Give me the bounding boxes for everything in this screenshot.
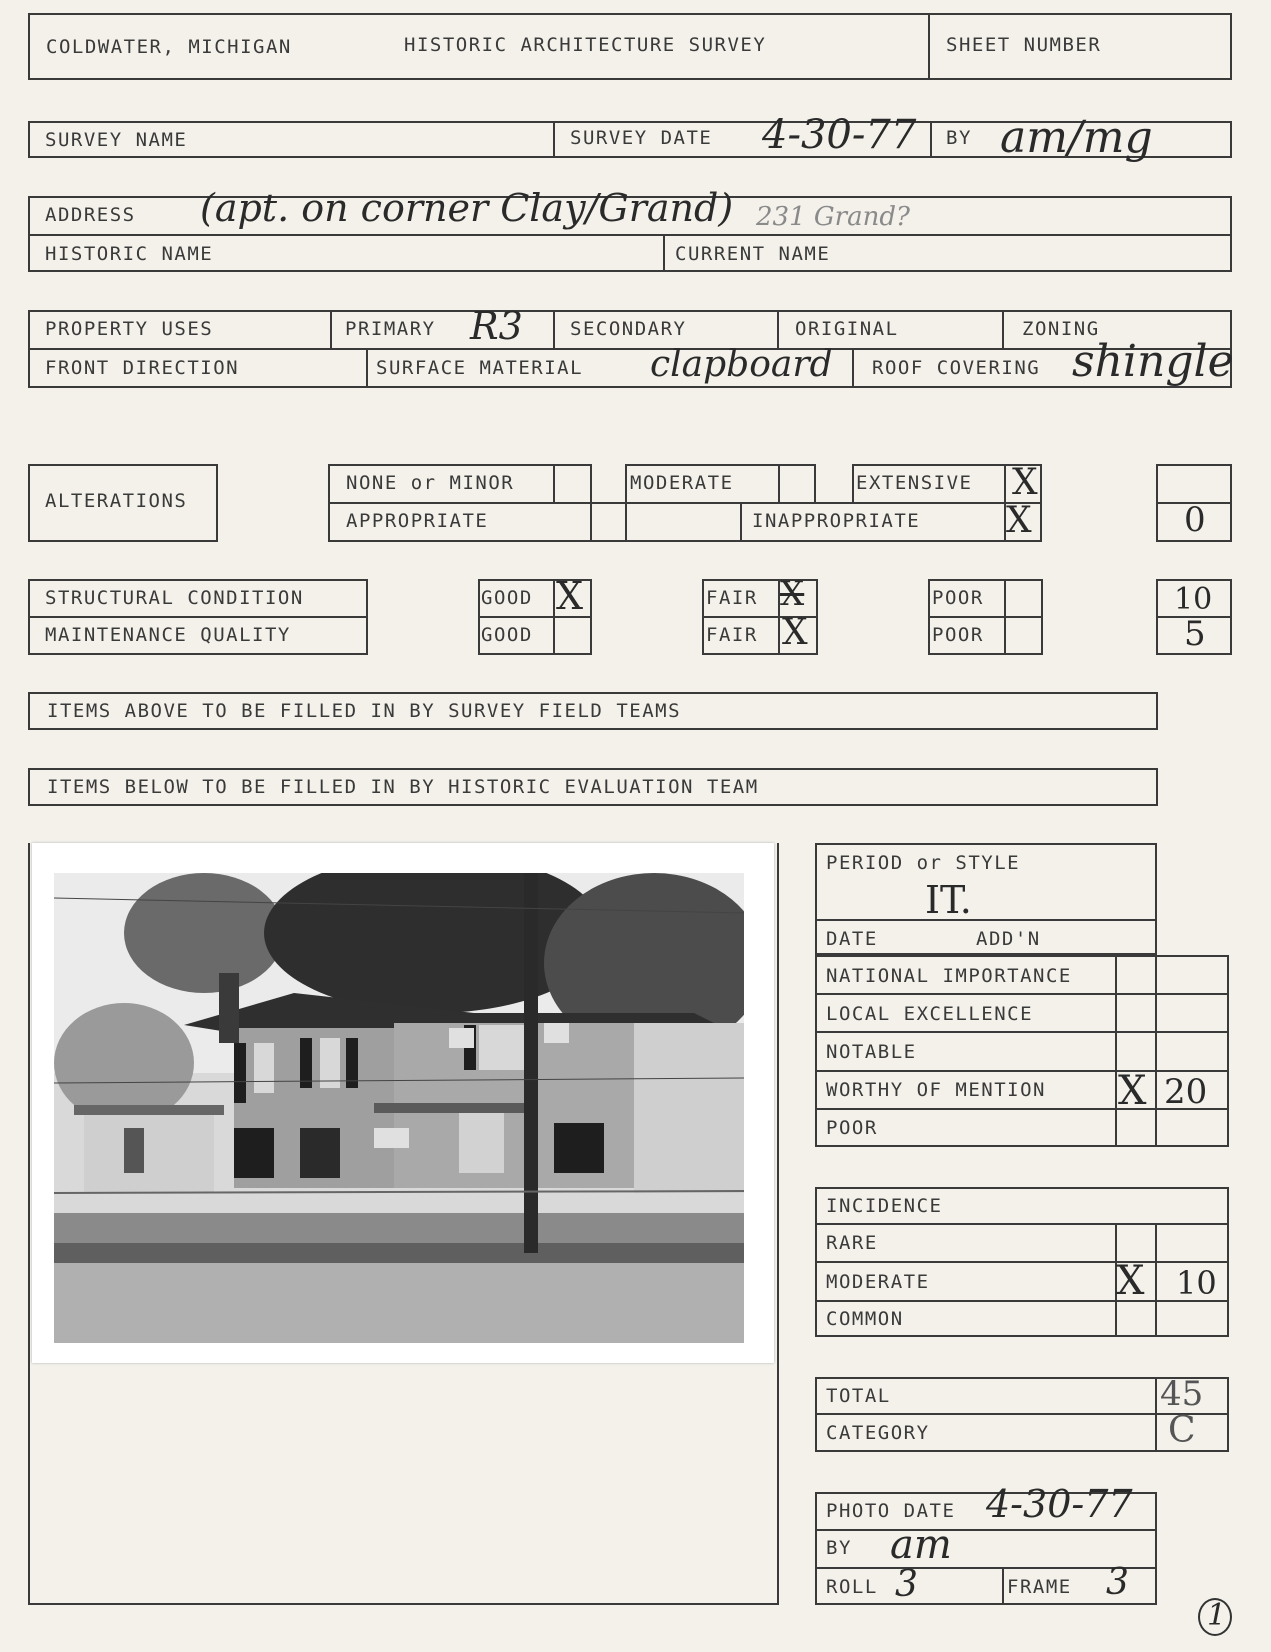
condition-label-mid [28,616,368,618]
alterations-label: ALTERATIONS [45,490,188,512]
address-divider [663,234,665,272]
local-excellence: LOCAL EXCELLENCE [826,1003,1034,1025]
alt-v1 [553,464,555,502]
maintenance-fair-mark: X [782,612,808,653]
city-label: COLDWATER, MICHIGAN [46,36,292,58]
address-value: (apt. on corner Clay/Grand) [200,186,734,230]
incidence-label: INCIDENCE [826,1195,943,1217]
items-above-note: ITEMS ABOVE TO BE FILLED IN BY SURVEY FIELD TEAMS [47,700,682,722]
sheet-number-label: SHEET NUMBER [946,34,1102,56]
building-photo [32,843,774,1363]
worthy-of-mention: WORTHY OF MENTION [826,1079,1046,1101]
primary-label: PRIMARY [345,318,436,340]
address-label: ADDRESS [45,204,136,226]
alt-none-minor: NONE or MINOR [346,472,515,494]
roof-covering-label: ROOF COVERING [872,357,1041,379]
maintenance-quality-label: MAINTENANCE QUALITY [45,624,291,646]
alt-extensive: EXTENSIVE [856,472,973,494]
incidence-rare: RARE [826,1232,878,1254]
category-label: CATEGORY [826,1422,930,1444]
survey-date-value: 4-30-77 [762,112,917,158]
page-number-circle [1198,1598,1232,1636]
survey-by-label: BY [946,127,972,149]
alt-inappropriate: INAPPROPRIATE [752,510,921,532]
alt-top-2 [625,464,815,466]
house-photo-image [54,873,744,1343]
front-direction-label: FRONT DIRECTION [45,357,240,379]
incidence-common: COMMON [826,1308,904,1330]
alt-appropriate: APPROPRIATE [346,510,489,532]
photo-by-label: BY [826,1537,852,1559]
inc-h1 [815,1223,1229,1225]
worthy-mark: X [1118,1068,1147,1114]
surface-material-value: clapboard [650,344,833,385]
incidence-moderate-score: 10 [1176,1264,1217,1302]
photo-info-h1 [815,1529,1157,1531]
survey-by-value: am/mg [1000,112,1153,163]
property-mid-line [28,348,1232,350]
survey-divider-2 [930,121,932,158]
original-label: ORIGINAL [795,318,899,340]
survey-date-label: SURVEY DATE [570,127,713,149]
addn-label: ADD'N [976,928,1041,950]
roll-label: ROLL [826,1576,878,1598]
alt-v2 [590,464,592,542]
survey-divider [553,121,555,158]
property-div-3 [777,310,779,348]
structural-condition-label: STRUCTURAL CONDITION [45,587,304,609]
property-div-6 [852,348,854,388]
maintenance-fair: FAIR [706,624,758,646]
roll-value: 3 [895,1564,918,1605]
frame-label: FRAME [1007,1576,1072,1598]
survey-end [1230,121,1232,158]
period-line [815,919,1157,921]
notable: NOTABLE [826,1041,917,1063]
alt-v6 [852,464,854,502]
photo-by-value: am [890,1522,952,1568]
photo-date-label: PHOTO DATE [826,1500,956,1522]
historic-name-label: HISTORIC NAME [45,243,214,265]
imp-v2 [1155,955,1157,1147]
maintenance-score: 5 [1184,614,1206,654]
alt-score: 0 [1184,500,1206,540]
photo-info-v [1002,1567,1004,1605]
primary-value: R3 [470,304,523,348]
alt-inappropriate-mark: X [1006,500,1032,541]
current-name-label: CURRENT NAME [675,243,831,265]
survey-name-label: SURVEY NAME [45,129,188,151]
photo-date-value: 4-30-77 [986,1482,1133,1526]
category-value: C [1168,1410,1196,1451]
property-div-5 [366,348,368,388]
evaluation-poor: POOR [826,1117,878,1139]
good-v [553,579,555,655]
zoning-label: ZONING [1022,318,1100,340]
poor-mid [928,616,1043,618]
incidence-moderate-mark: X [1116,1258,1145,1304]
poor-v [1004,579,1006,655]
property-div-1 [330,310,332,348]
period-value: IT. [925,878,972,922]
alt-v3 [625,464,627,542]
address-note: 231 Grand? [756,202,910,232]
maintenance-good: GOOD [481,624,533,646]
national-importance: NATIONAL IMPORTANCE [826,965,1072,987]
imp-h2 [815,1031,1229,1033]
alt-v5 [814,464,816,502]
date-label: DATE [826,928,878,950]
frame-value: 3 [1106,1562,1129,1603]
structural-good-mark: X [556,574,584,618]
inc-h2 [815,1261,1229,1263]
secondary-label: SECONDARY [570,318,687,340]
inc-v2 [1155,1223,1157,1337]
inc-h3 [815,1300,1229,1302]
address-mid-line [28,234,1232,236]
imp-v1 [1115,955,1117,1147]
alt-v4 [778,464,780,502]
structural-fair: FAIR [706,587,758,609]
property-div-4 [1002,310,1004,348]
alt-mid [328,502,1042,504]
maintenance-poor: POOR [932,624,984,646]
totals-v [1155,1377,1157,1452]
page-number: 1 [1207,1598,1227,1633]
alt-moderate: MODERATE [630,472,734,494]
total-label: TOTAL [826,1385,891,1407]
imp-h1 [815,993,1229,995]
property-div-2 [553,310,555,348]
structural-poor: POOR [932,587,984,609]
worthy-score: 20 [1164,1072,1208,1112]
total-value: 45 [1160,1374,1204,1414]
structural-fair-mark: X [780,574,805,614]
items-below-note: ITEMS BELOW TO BE FILLED IN BY HISTORIC EVALUATION TEAM [47,776,759,798]
alt-extensive-mark: X [1012,462,1038,503]
roof-covering-value: shingle [1072,336,1234,387]
property-uses-label: PROPERTY USES [45,318,214,340]
header-divider [928,13,930,80]
structural-good: GOOD [481,587,533,609]
surface-material-label: SURFACE MATERIAL [376,357,584,379]
alt-v7 [740,502,742,542]
survey-title: HISTORIC ARCHITECTURE SURVEY [404,34,767,56]
period-label: PERIOD or STYLE [826,852,1021,874]
incidence-moderate: MODERATE [826,1271,930,1293]
structural-score: 10 [1174,582,1213,617]
